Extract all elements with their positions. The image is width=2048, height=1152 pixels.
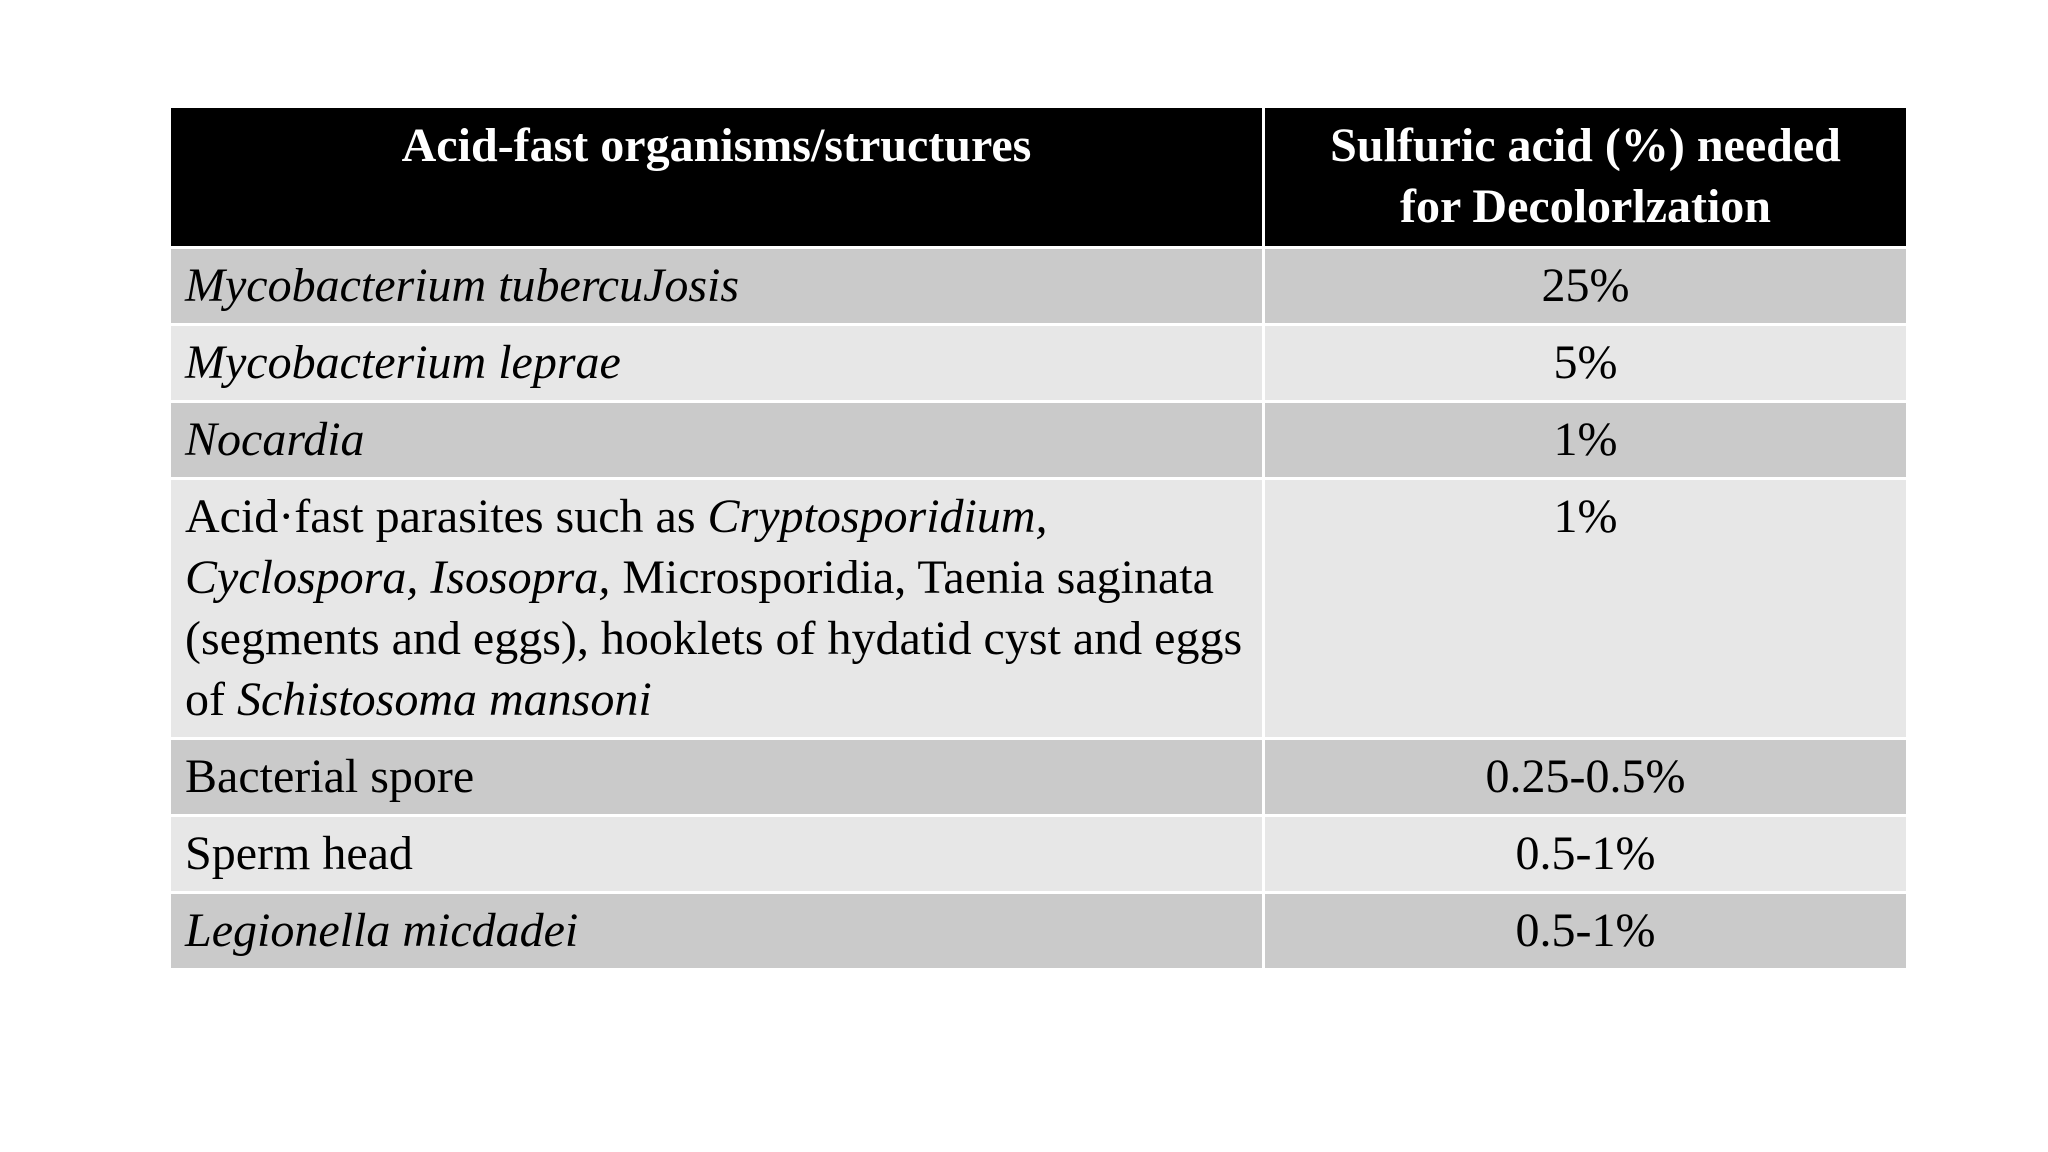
acid-cell: 0.25-0.5% (1264, 739, 1908, 816)
organism-cell (170, 479, 1264, 739)
header-organisms-label: Acid-fast organisms/structures (401, 119, 1032, 172)
acid-cell: 0.5-1% (1264, 816, 1908, 893)
organism-text-part: Acid·fast parasites such as (185, 490, 708, 543)
table-header (170, 107, 1908, 248)
organism-cell (170, 893, 1264, 970)
acid-cell: 1% (1264, 479, 1908, 739)
acid-cell: 1% (1264, 402, 1908, 479)
acid-cell: 0.5-1% (1264, 893, 1908, 970)
organism-name: Mycobacterium leprae (185, 336, 621, 389)
acid-cell: 25% (1264, 248, 1908, 325)
header-acid-line-1: Sulfuric acid (%) needed (1330, 119, 1841, 172)
organism-text-part: Microsporidia, Taenia saginata (segments and eggs), hooklets of hydatid cyst and eggs of (185, 551, 1243, 726)
header-organisms (170, 107, 1264, 248)
table-row (170, 248, 1908, 325)
organism-name: Mycobacterium tubercuJosis (185, 259, 740, 312)
table-body (170, 248, 1908, 970)
table-row (170, 325, 1908, 402)
organism-name: Legionella micdadei (185, 904, 579, 957)
table-row (170, 739, 1908, 816)
header-row (170, 107, 1908, 248)
table-row (170, 816, 1908, 893)
organism-name: Bacterial spore (185, 750, 475, 803)
header-sulfuric-acid (1264, 107, 1908, 248)
table-row (170, 479, 1908, 739)
organism-cell (170, 325, 1264, 402)
organism-cell (170, 402, 1264, 479)
organism-name: Sperm head (185, 827, 413, 880)
table-row (170, 402, 1908, 479)
organism-cell (170, 248, 1264, 325)
acid-cell: 5% (1264, 325, 1908, 402)
table-row (170, 893, 1908, 970)
organism-cell (170, 739, 1264, 816)
organism-cell (170, 816, 1264, 893)
organism-text-part: Cryptosporidium, Cyclospora, Isosopra, (185, 490, 1048, 604)
acid-fast-table (168, 105, 1909, 971)
organism-name: Nocardia (185, 413, 365, 466)
organism-text-part: Schistosoma mansoni (236, 673, 652, 726)
header-acid-line-2: for Decolorlzation (1400, 180, 1771, 233)
